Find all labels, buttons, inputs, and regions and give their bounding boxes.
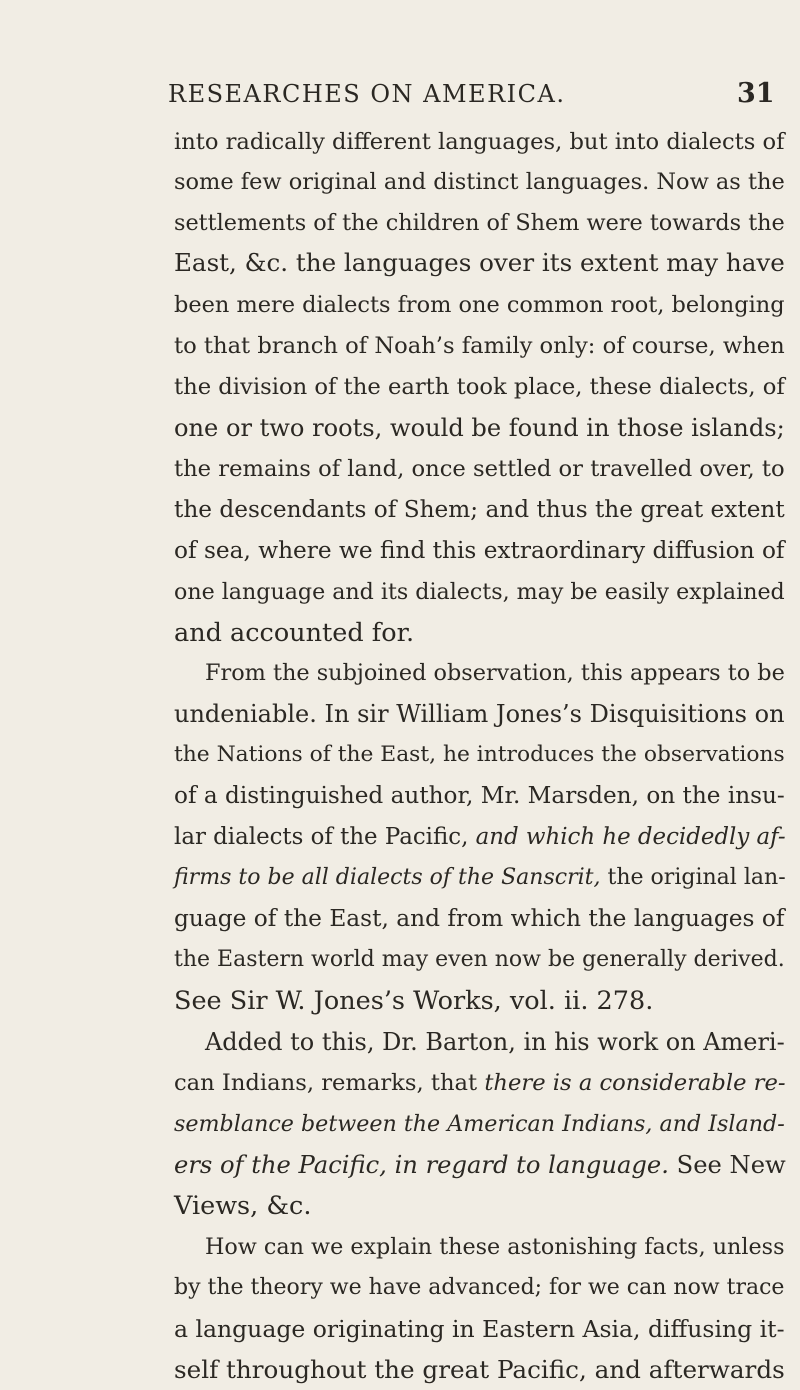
- text-line: the Nations of the East, he introduces the observations: [174, 742, 785, 767]
- text-line: ers of the Pacific, in regard to language. See New: [0, 1145, 800, 1185]
- paragraph-start-line: Added to this, Dr. Barton, in his work on Ameri-: [205, 1028, 785, 1056]
- text-line: the descendants of Shem; and thus the great extent: [174, 496, 785, 523]
- text-line: into radically different languages, but into dialects of: [174, 129, 785, 155]
- text-line: one language and its dialects, may be easily explained: [174, 579, 785, 605]
- paragraph-start-line: How can we explain these astonishing facts, unless: [205, 1234, 785, 1260]
- text-line: lar dialects of the Pacific, and which he decidedly af-: [0, 817, 800, 857]
- text-line: can Indians, remarks, that there is a considerable re-: [0, 1063, 800, 1103]
- text-line: of sea, where we find this extraordinary diffusion of: [174, 537, 785, 564]
- paragraph-start-line: From the subjoined observation, this appears to be: [205, 660, 785, 686]
- text-line: of a distinguished author, Mr. Marsden, on the insu-: [174, 783, 785, 809]
- text-line: East, &c. the languages over its extent may have: [174, 248, 785, 277]
- text-line: See Sir W. Jones’s Works, vol. ii. 278.: [174, 986, 654, 1016]
- text-line: the Eastern world may even now be generally derived.: [174, 947, 785, 972]
- text-line: the remains of land, once settled or travelled over, to: [174, 456, 785, 482]
- italic-quote: semblance between the American Indians, and Island-: [174, 1111, 785, 1137]
- text-line: some few original and distinct languages. Now as the: [174, 169, 785, 195]
- text-line: a language originating in Eastern Asia, diffusing it-: [174, 1315, 785, 1343]
- text-line: settlements of the children of Shem were towards the: [174, 210, 785, 236]
- text-line: been mere dialects from one common root, belonging: [174, 292, 785, 318]
- running-title: RESEARCHES ON AMERICA.: [168, 80, 566, 108]
- text-line: firms to be all dialects of the Sanscrit, the original lan-: [0, 858, 800, 898]
- text-line: by the theory we have advanced; for we can now trace: [174, 1275, 785, 1300]
- text-line: [0, 1104, 800, 1144]
- page-number: 31: [737, 78, 775, 109]
- text-line: the division of the earth took place, these dialects, of: [174, 374, 785, 400]
- text-line: one or two roots, would be found in those islands;: [174, 414, 785, 442]
- text-line: guage of the East, and from which the languages of: [174, 905, 785, 932]
- text-line: and accounted for.: [174, 618, 415, 648]
- text-line: self throughout the great Pacific, and afterwards: [174, 1355, 785, 1384]
- italic-quote: firms to be all dialects of the Sanscrit,: [174, 865, 601, 890]
- italic-quote: there is a considerable re-: [484, 1070, 786, 1096]
- text-line: to that branch of Noah’s family only: of course, when: [174, 333, 785, 359]
- page-header: [0, 80, 800, 120]
- italic-quote: and which he decidedly af-: [475, 824, 786, 850]
- text-line: Views, &c.: [174, 1191, 312, 1221]
- italic-quote: ers of the Pacific, in regard to language.: [174, 1151, 669, 1179]
- text-line: undeniable. In sir William Jones’s Disquisitions on: [174, 700, 785, 728]
